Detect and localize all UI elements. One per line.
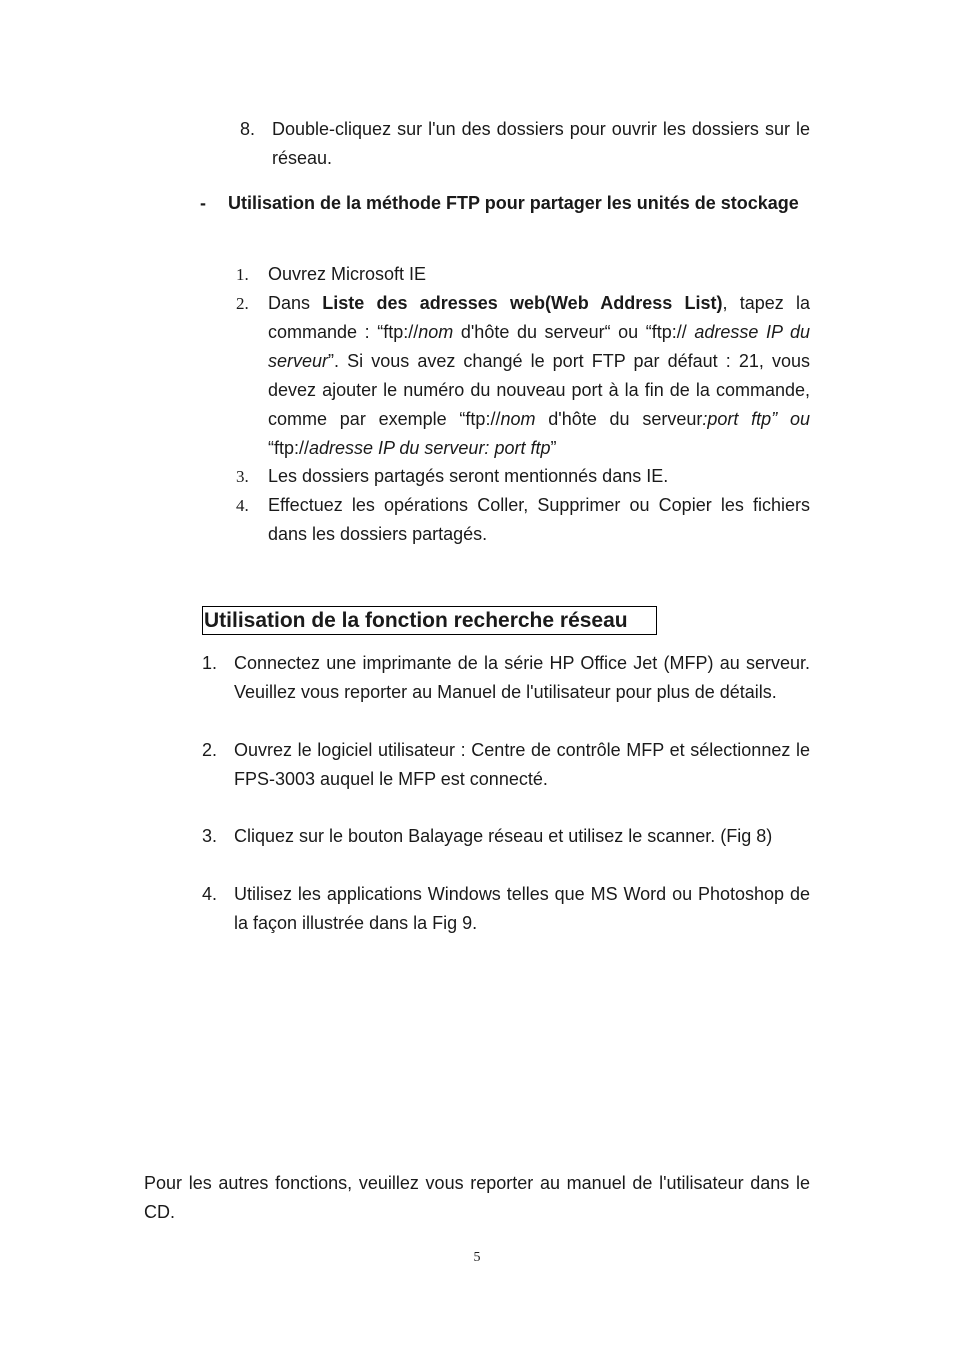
list-item-text: Les dossiers partagés seront mentionnés dans IE. bbox=[268, 466, 669, 486]
list-number: 2. bbox=[236, 294, 249, 313]
list-item-text: Ouvrez le logiciel utilisateur : Centre de contrôle MFP et sélectionnez le FPS-3003 auquel le MFP est connecté. bbox=[234, 740, 810, 789]
list-number: 1. bbox=[236, 265, 249, 284]
list-number: 1. bbox=[202, 653, 218, 673]
list-number: 2. bbox=[202, 740, 218, 760]
section-heading: Utilisation de la fonction recherche réseau bbox=[202, 606, 657, 635]
list-item-text: Dans Liste des adresses web(Web Address List), tapez la commande : “ftp://nom d'hôte du serveur“ ou “ftp:// adresse IP du serveur”. Si vous avez changé le port FTP par défaut : 21, vous devez ajouter le numéro du nouveau port à la fin de la commande, comme par exemple “ftp://nom d'hôte du serveur:port ftp” ou “ftp://adresse IP du serveur: port ftp” bbox=[268, 293, 811, 458]
footer-note: Pour les autres fonctions, veuillez vous reporter au manuel de l'utilisateur dans le CD. bbox=[144, 1173, 810, 1222]
section-subtitle: Utilisation de la méthode FTP pour partager les unités de stockage bbox=[228, 193, 799, 213]
list-item-text: Effectuez les opérations Coller, Supprimer ou Copier les fichiers dans les dossiers partagés. bbox=[268, 495, 810, 544]
list-item-text: Cliquez sur le bouton Balayage réseau et utilisez le scanner. (Fig 8) bbox=[234, 826, 773, 846]
list-item-text: Utilisez les applications Windows telles que MS Word ou Photoshop de la façon illustrée dans la Fig 9. bbox=[234, 884, 810, 933]
list-item-text: Connectez une imprimante de la série HP Office Jet (MFP) au serveur. Veuillez vous reporter au Manuel de l'utilisateur pour plus de détails. bbox=[234, 653, 810, 702]
page-number: 5 bbox=[473, 1250, 481, 1265]
list-number: 4. bbox=[202, 884, 218, 904]
list-item-text: Ouvrez Microsoft IE bbox=[268, 264, 427, 284]
list-number: 3. bbox=[202, 826, 218, 846]
list-number: 4. bbox=[236, 496, 249, 515]
list-number: 8. bbox=[240, 119, 256, 139]
list-item-text: Double-cliquez sur l'un des dossiers pour ouvrir les dossiers sur le réseau. bbox=[272, 119, 810, 168]
bullet-dash: - bbox=[200, 193, 206, 213]
ui-term: Liste des adresses web(Web Address List) bbox=[322, 293, 723, 313]
list-number: 3. bbox=[236, 467, 249, 486]
